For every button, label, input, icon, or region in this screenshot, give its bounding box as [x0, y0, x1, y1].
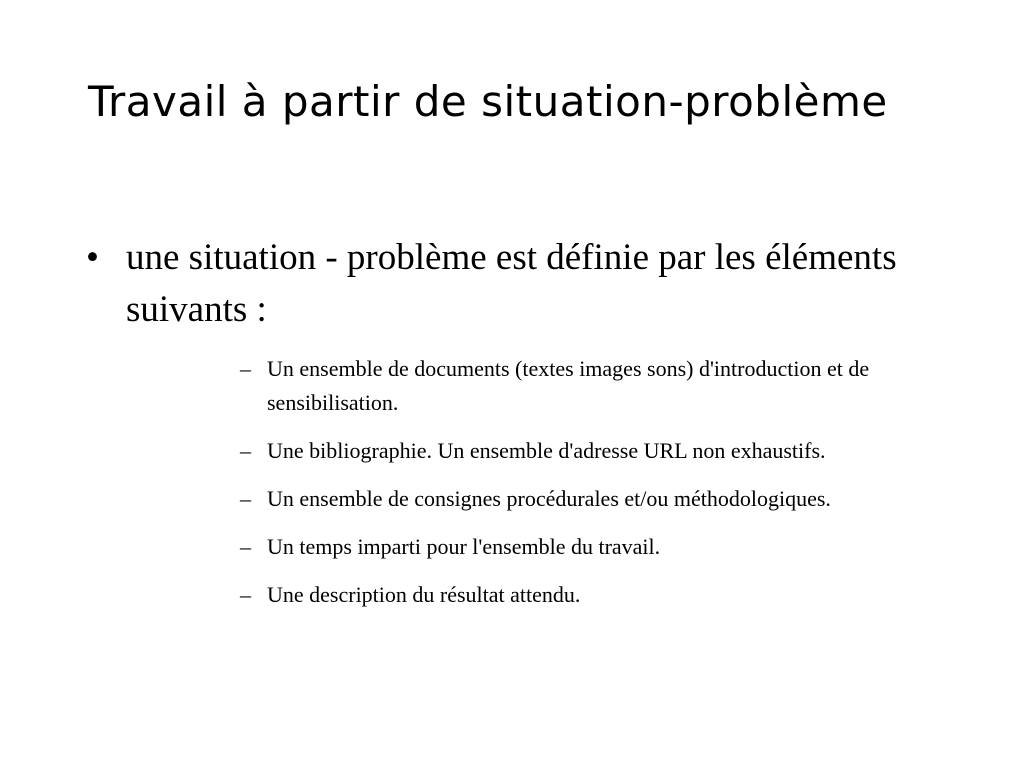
sub-bullet-text: Une bibliographie. Un ensemble d'adresse URL non exhaustifs.	[267, 438, 826, 463]
sub-bullet-text: Une description du résultat attendu.	[267, 582, 581, 607]
sub-bullet-item	[240, 434, 880, 468]
sub-bullet-item	[240, 578, 880, 612]
slide-title: Travail à partir de situation-problème	[88, 77, 888, 126]
dash-marker: –	[240, 582, 251, 607]
dash-marker: –	[240, 438, 251, 463]
sub-bullet-text: Un temps imparti pour l'ensemble du travail.	[267, 534, 661, 559]
sub-bullet-list	[240, 352, 880, 626]
sub-bullet-item	[240, 530, 880, 564]
main-bullet	[86, 232, 936, 336]
sub-bullet-text: Un ensemble de documents (textes images sons) d'introduction et de sensibilisation.	[267, 356, 870, 415]
dash-marker: –	[240, 534, 251, 559]
sub-bullet-item	[240, 482, 880, 516]
main-bullet-text: une situation - problème est définie par les éléments suivants :	[126, 237, 897, 330]
bullet-marker: •	[86, 237, 99, 278]
sub-bullet-item	[240, 352, 880, 420]
sub-bullet-text: Un ensemble de consignes procédurales et/ou méthodologiques.	[267, 486, 831, 511]
dash-marker: –	[240, 486, 251, 511]
dash-marker: –	[240, 356, 251, 381]
